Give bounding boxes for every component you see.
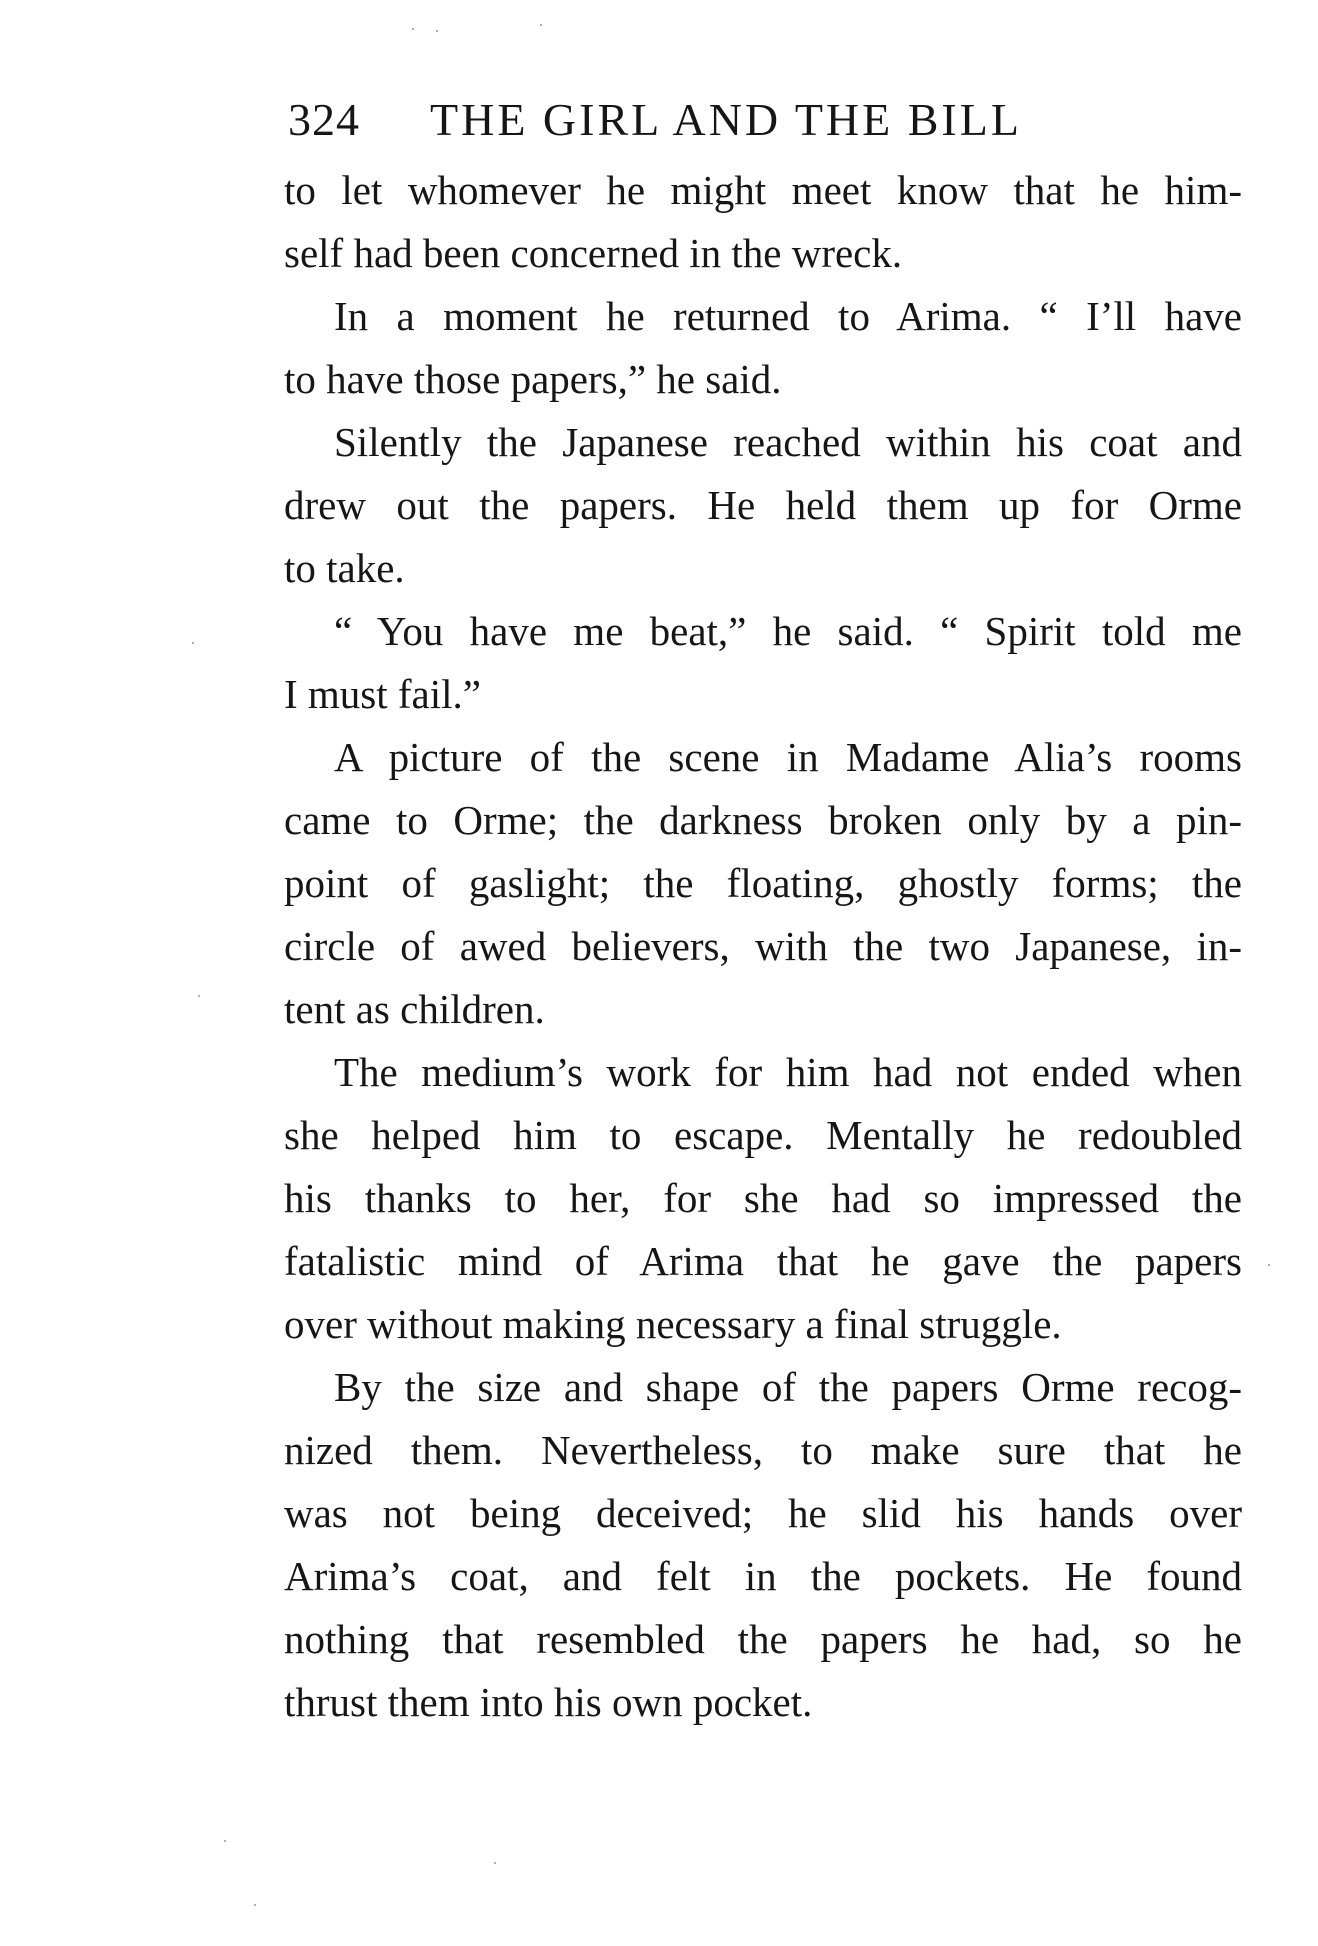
text-line: I must fail.” [284,671,481,717]
scan-speck [254,1904,256,1906]
page-number: 324 [288,94,360,145]
scan-speck [436,30,438,32]
text-line: she helped him to escape. Mentally he redoubled [284,1112,1242,1158]
scan-speck [192,642,194,644]
text-line: came to Orme; the darkness broken only by a pin- [284,797,1242,843]
scan-speck [1268,1264,1270,1266]
text-line: nized them. Nevertheless, to make sure that he [284,1427,1242,1473]
text-line: A picture of the scene in Madame Alia’s rooms [334,734,1242,780]
scan-speck [224,1840,226,1842]
text-line: “ You have me beat,” he said. “ Spirit told me [334,608,1242,654]
text-line: tent as children. [284,986,545,1032]
text-line: point of gaslight; the floating, ghostly forms; the [284,860,1242,906]
running-title: THE GIRL AND THE BILL [430,94,1022,145]
scan-speck [198,995,200,997]
text-line: to let whomever he might meet know that he him- [284,167,1242,213]
text-line: to take. [284,545,405,591]
text-line: drew out the papers. He held them up for Orme [284,482,1242,528]
scan-speck [540,24,542,26]
text-line: nothing that resembled the papers he had, so he [284,1616,1242,1662]
running-head [288,92,1248,148]
text-line: thrust them into his own pocket. [284,1679,813,1725]
scan-speck [412,28,414,30]
text-line: Silently the Japanese reached within his coat and [334,419,1242,465]
text-line: self had been concerned in the wreck. [284,230,903,276]
text-line: circle of awed believers, with the two Japanese, in- [284,923,1242,969]
text-line: fatalistic mind of Arima that he gave the papers [284,1238,1242,1284]
text-line: his thanks to her, for she had so impressed the [284,1175,1242,1221]
text-line: was not being deceived; he slid his hands over [284,1490,1242,1536]
text-line: over without making necessary a final struggle. [284,1301,1062,1347]
text-line: to have those papers,” he said. [284,356,782,402]
text-line: Arima’s coat, and felt in the pockets. He found [284,1553,1242,1599]
text-line: The medium’s work for him had not ended when [334,1049,1242,1095]
scan-speck [494,1862,496,1864]
text-line: By the size and shape of the papers Orme recog- [334,1364,1242,1410]
text-line: In a moment he returned to Arima. “ I’ll have [334,293,1242,339]
